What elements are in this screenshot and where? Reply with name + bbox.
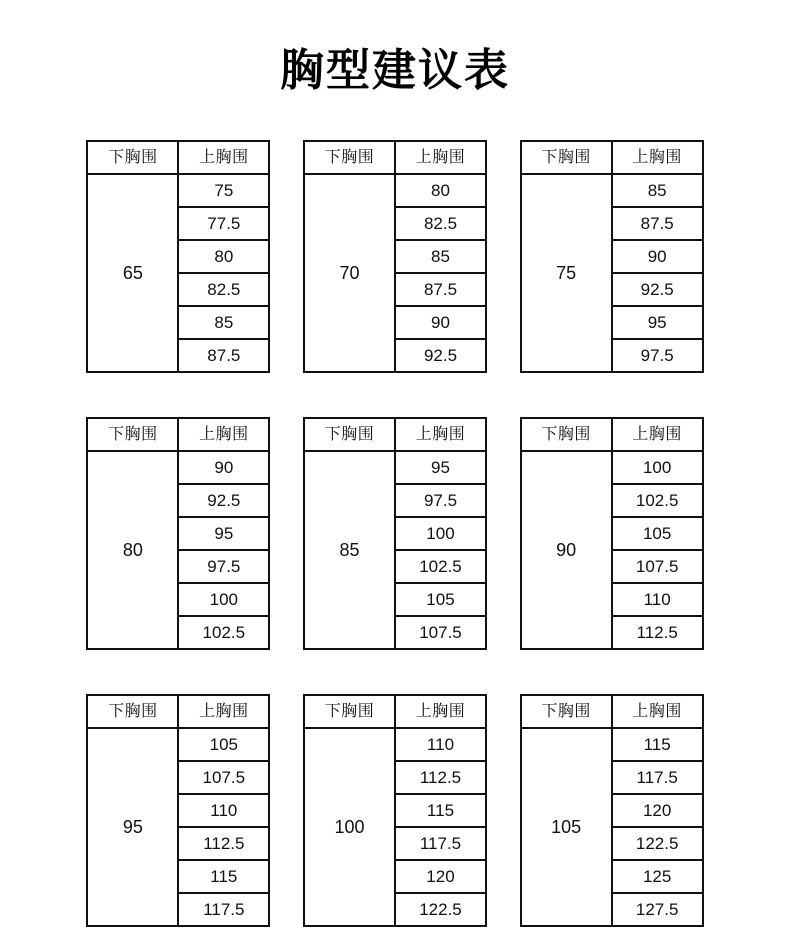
table-row bbox=[87, 174, 269, 207]
upperbust-value: 92.5 bbox=[395, 339, 486, 372]
upperbust-value: 107.5 bbox=[395, 616, 486, 649]
header-underbust: 下胸围 bbox=[521, 695, 612, 728]
upperbust-value: 100 bbox=[178, 583, 269, 616]
upperbust-value: 85 bbox=[178, 306, 269, 339]
upperbust-value: 90 bbox=[612, 240, 703, 273]
upperbust-value: 117.5 bbox=[395, 827, 486, 860]
header-upperbust: 上胸围 bbox=[395, 141, 486, 174]
header-underbust: 下胸围 bbox=[87, 141, 178, 174]
upperbust-value: 95 bbox=[612, 306, 703, 339]
size-table-80 bbox=[86, 417, 270, 650]
table-row bbox=[87, 728, 269, 761]
underbust-value: 95 bbox=[87, 728, 178, 926]
header-underbust: 下胸围 bbox=[521, 418, 612, 451]
upperbust-value: 92.5 bbox=[612, 273, 703, 306]
upperbust-value: 77.5 bbox=[178, 207, 269, 240]
table-header-row bbox=[87, 695, 269, 728]
upperbust-value: 87.5 bbox=[178, 339, 269, 372]
header-upperbust: 上胸围 bbox=[612, 141, 703, 174]
upperbust-value: 107.5 bbox=[178, 761, 269, 794]
underbust-value: 90 bbox=[521, 451, 612, 649]
table-header-row bbox=[521, 695, 703, 728]
size-table-85 bbox=[303, 417, 487, 650]
table-row bbox=[521, 174, 703, 207]
table-row bbox=[87, 451, 269, 484]
upperbust-value: 105 bbox=[178, 728, 269, 761]
upperbust-value: 115 bbox=[178, 860, 269, 893]
upperbust-value: 97.5 bbox=[178, 550, 269, 583]
upperbust-value: 92.5 bbox=[178, 484, 269, 517]
upperbust-value: 80 bbox=[395, 174, 486, 207]
upperbust-value: 102.5 bbox=[178, 616, 269, 649]
upperbust-value: 85 bbox=[395, 240, 486, 273]
upperbust-value: 110 bbox=[178, 794, 269, 827]
header-underbust: 下胸围 bbox=[304, 418, 395, 451]
upperbust-value: 95 bbox=[178, 517, 269, 550]
underbust-value: 100 bbox=[304, 728, 395, 926]
upperbust-value: 117.5 bbox=[612, 761, 703, 794]
upperbust-value: 75 bbox=[178, 174, 269, 207]
upperbust-value: 105 bbox=[612, 517, 703, 550]
upperbust-value: 112.5 bbox=[395, 761, 486, 794]
header-underbust: 下胸围 bbox=[304, 141, 395, 174]
upperbust-value: 90 bbox=[395, 306, 486, 339]
table-header-row bbox=[521, 418, 703, 451]
header-underbust: 下胸围 bbox=[87, 418, 178, 451]
upperbust-value: 110 bbox=[395, 728, 486, 761]
header-upperbust: 上胸围 bbox=[395, 418, 486, 451]
upperbust-value: 105 bbox=[395, 583, 486, 616]
table-header-row bbox=[304, 141, 486, 174]
header-upperbust: 上胸围 bbox=[395, 695, 486, 728]
underbust-value: 70 bbox=[304, 174, 395, 372]
underbust-value: 65 bbox=[87, 174, 178, 372]
size-table-70 bbox=[303, 140, 487, 373]
tables-grid bbox=[0, 140, 790, 927]
upperbust-value: 82.5 bbox=[395, 207, 486, 240]
upperbust-value: 117.5 bbox=[178, 893, 269, 926]
underbust-value: 80 bbox=[87, 451, 178, 649]
header-underbust: 下胸围 bbox=[304, 695, 395, 728]
upperbust-value: 87.5 bbox=[395, 273, 486, 306]
table-header-row bbox=[521, 141, 703, 174]
upperbust-value: 115 bbox=[395, 794, 486, 827]
size-table-105 bbox=[520, 694, 704, 927]
upperbust-value: 87.5 bbox=[612, 207, 703, 240]
upperbust-value: 112.5 bbox=[612, 616, 703, 649]
upperbust-value: 100 bbox=[395, 517, 486, 550]
upperbust-value: 97.5 bbox=[395, 484, 486, 517]
size-table-100 bbox=[303, 694, 487, 927]
page-title: 胸型建议表 bbox=[280, 46, 510, 95]
upperbust-value: 112.5 bbox=[178, 827, 269, 860]
header-upperbust: 上胸围 bbox=[178, 695, 269, 728]
table-header-row bbox=[304, 695, 486, 728]
upperbust-value: 115 bbox=[612, 728, 703, 761]
table-row bbox=[521, 451, 703, 484]
upperbust-value: 100 bbox=[612, 451, 703, 484]
size-table-90 bbox=[520, 417, 704, 650]
upperbust-value: 122.5 bbox=[395, 893, 486, 926]
table-header-row bbox=[304, 418, 486, 451]
upperbust-value: 82.5 bbox=[178, 273, 269, 306]
header-upperbust: 上胸围 bbox=[178, 141, 269, 174]
size-table-95 bbox=[86, 694, 270, 927]
header-upperbust: 上胸围 bbox=[612, 695, 703, 728]
size-table-65 bbox=[86, 140, 270, 373]
table-row bbox=[521, 728, 703, 761]
header-upperbust: 上胸围 bbox=[178, 418, 269, 451]
table-header-row bbox=[87, 418, 269, 451]
upperbust-value: 127.5 bbox=[612, 893, 703, 926]
table-row bbox=[304, 728, 486, 761]
upperbust-value: 120 bbox=[395, 860, 486, 893]
table-header-row bbox=[87, 141, 269, 174]
upperbust-value: 97.5 bbox=[612, 339, 703, 372]
underbust-value: 75 bbox=[521, 174, 612, 372]
upperbust-value: 102.5 bbox=[395, 550, 486, 583]
header-underbust: 下胸围 bbox=[87, 695, 178, 728]
header-upperbust: 上胸围 bbox=[612, 418, 703, 451]
upperbust-value: 90 bbox=[178, 451, 269, 484]
upperbust-value: 125 bbox=[612, 860, 703, 893]
underbust-value: 85 bbox=[304, 451, 395, 649]
table-row bbox=[304, 451, 486, 484]
underbust-value: 105 bbox=[521, 728, 612, 926]
table-row bbox=[304, 174, 486, 207]
size-table-75 bbox=[520, 140, 704, 373]
upperbust-value: 85 bbox=[612, 174, 703, 207]
upperbust-value: 110 bbox=[612, 583, 703, 616]
upperbust-value: 120 bbox=[612, 794, 703, 827]
upperbust-value: 95 bbox=[395, 451, 486, 484]
upperbust-value: 80 bbox=[178, 240, 269, 273]
upperbust-value: 107.5 bbox=[612, 550, 703, 583]
upperbust-value: 102.5 bbox=[612, 484, 703, 517]
upperbust-value: 122.5 bbox=[612, 827, 703, 860]
header-underbust: 下胸围 bbox=[521, 141, 612, 174]
